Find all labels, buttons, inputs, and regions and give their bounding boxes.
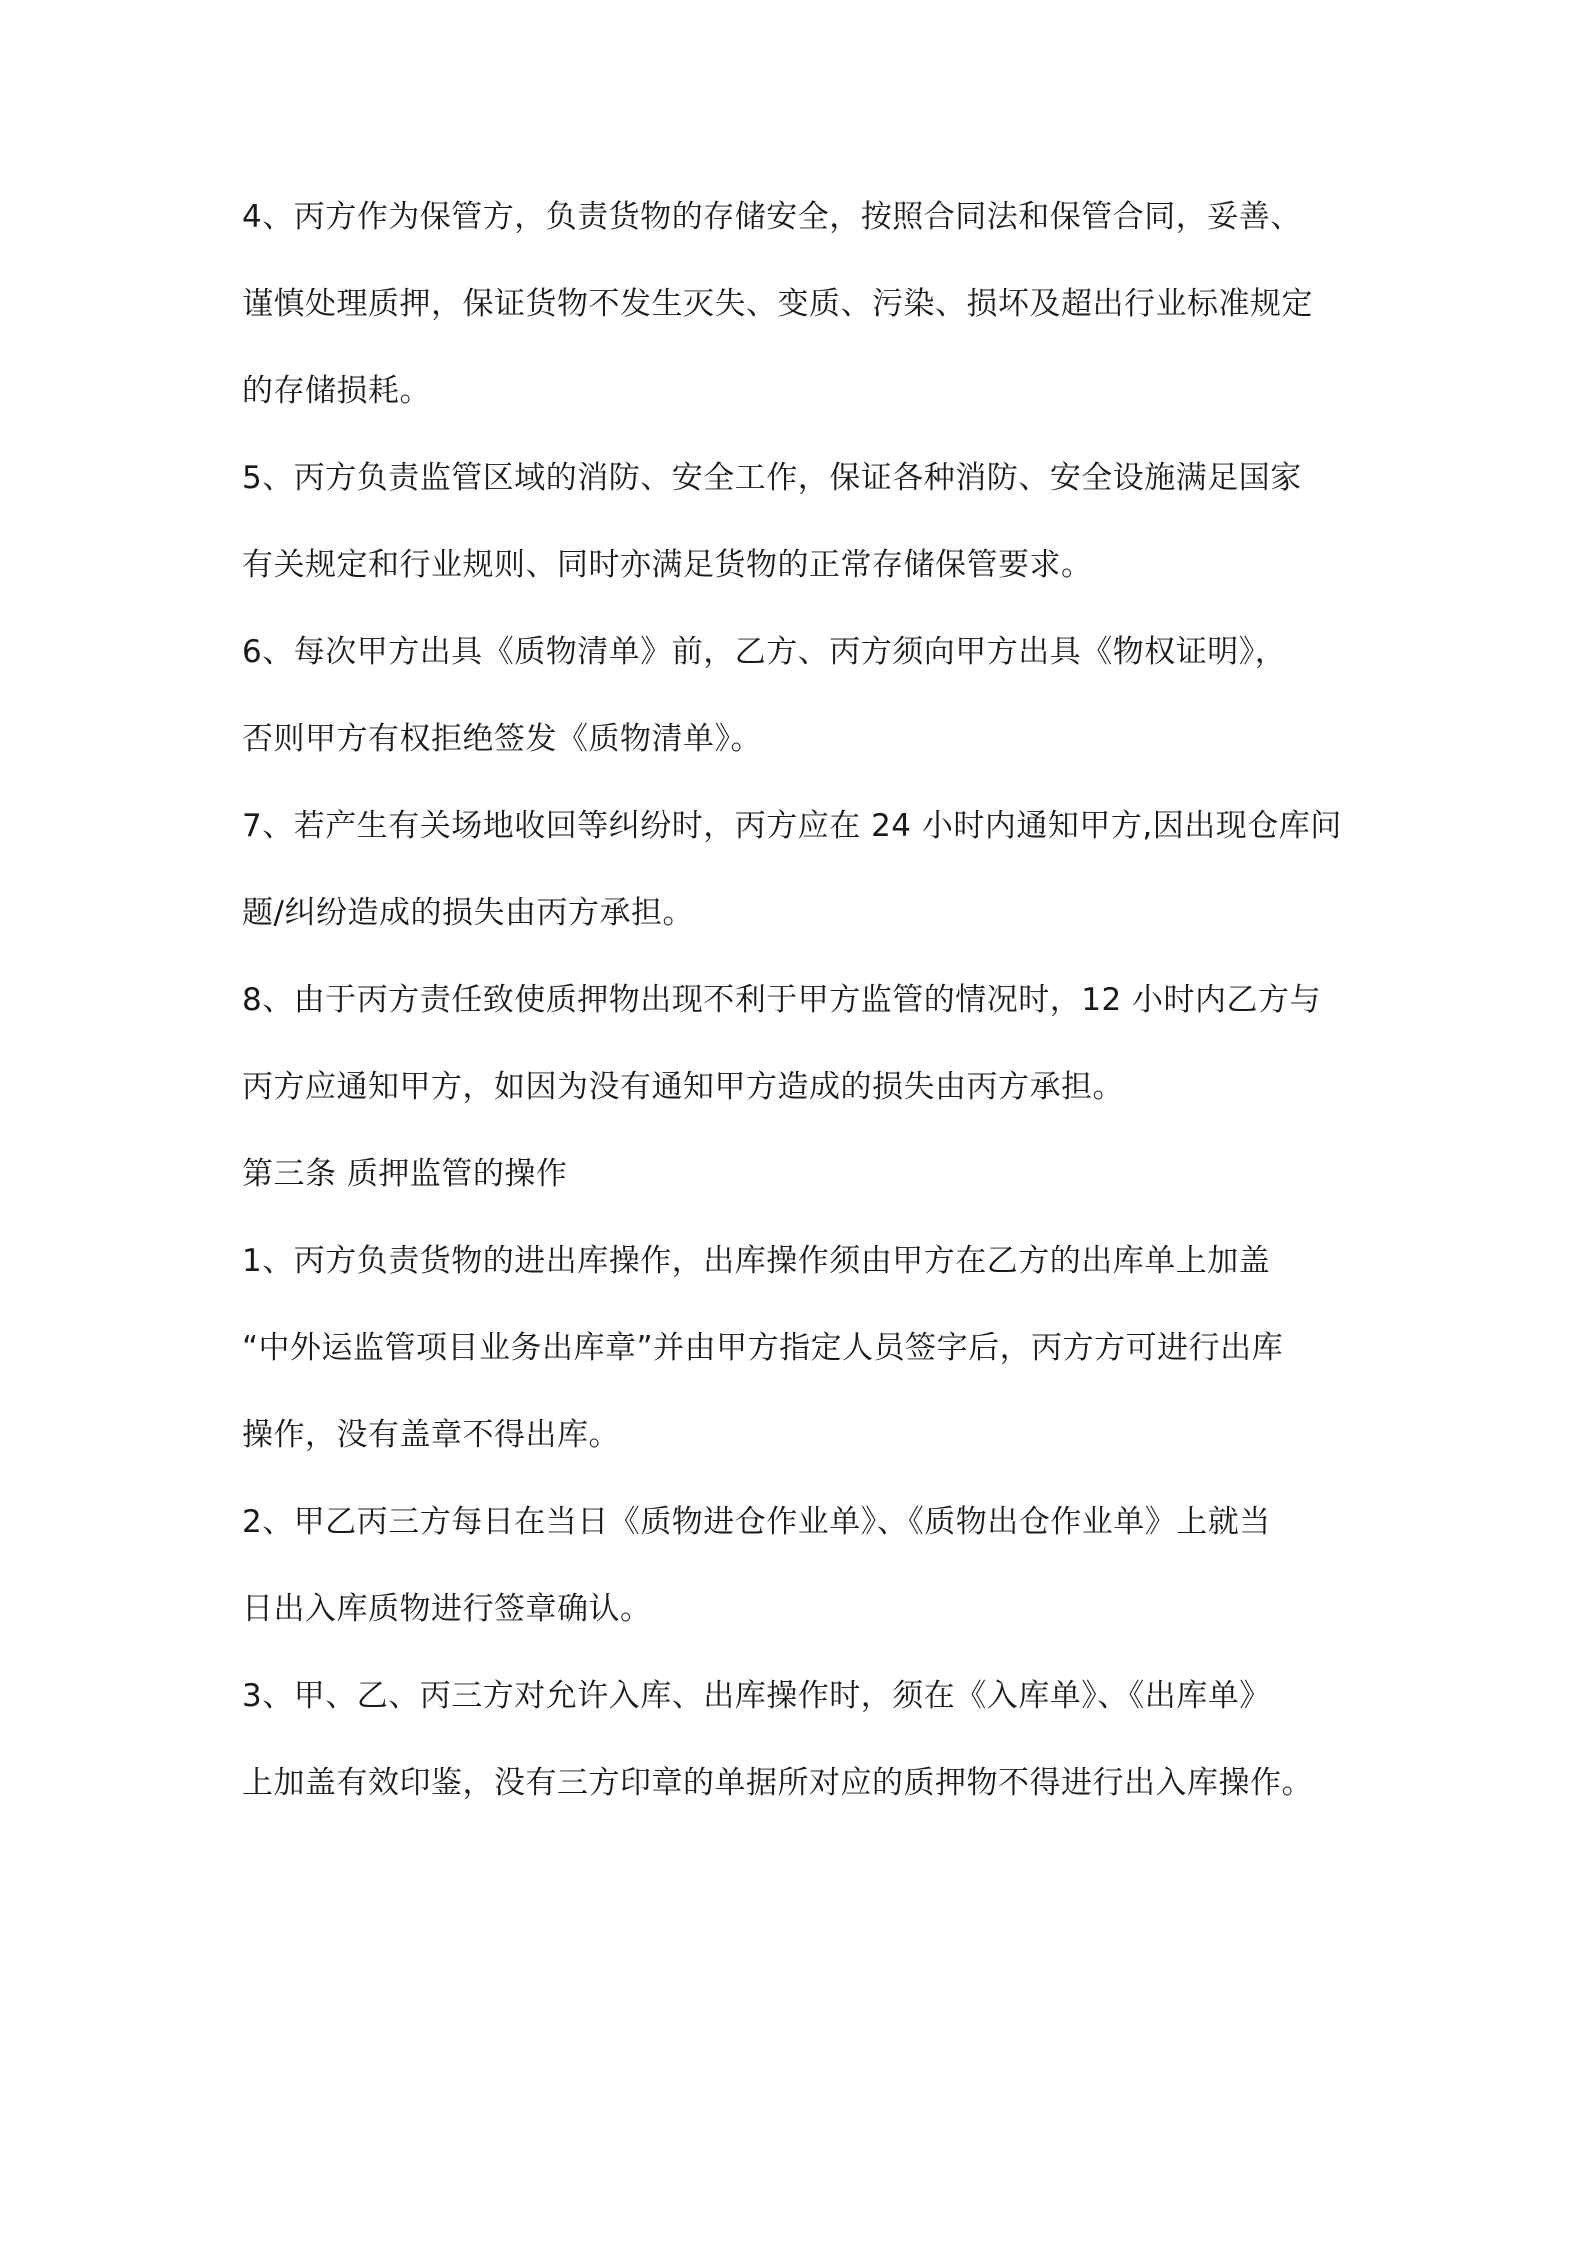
text-line: 6、每次甲方出具《质物清单》前，乙方、丙方须向甲方出具《物权证明》， [242,634,1287,670]
text-line: 上加盖有效印鉴，没有三方印章的单据所对应的质押物不得进行出入库操作。 [242,1765,1313,1801]
text-line: 日出入库质物进行签章确认。 [242,1591,652,1627]
text-line: “中外运监管项目业务出库章”并由甲方指定人员签字后，丙方方可进行出库 [242,1330,1284,1366]
text-line: 7、若产生有关场地收回等纠纷时，丙方应在 24 小时内通知甲方,因出现仓库问 [242,808,1342,844]
text-line: 3、甲、乙、丙三方对允许入库、出库操作时，须在《入库单》、《出库单》 [242,1678,1271,1714]
text-line: 1、丙方负责货物的进出库操作，出库操作须由甲方在乙方的出库单上加盖 [242,1243,1271,1279]
text-line: 2、甲乙丙三方每日在当日《质物进仓作业单》、《质物出仓作业单》上就当 [242,1504,1271,1540]
text-line: 操作，没有盖章不得出库。 [242,1417,620,1453]
text-line: 有关规定和行业规则、同时亦满足货物的正常存储保管要求。 [242,547,1093,583]
text-line: 5、丙方负责监管区域的消防、安全工作，保证各种消防、安全设施满足国家 [242,460,1302,496]
text-line: 题/纠纷造成的损失由丙方承担。 [242,895,694,931]
text-line: 8、由于丙方责任致使质押物出现不利于甲方监管的情况时，12 小时内乙方与 [242,982,1322,1018]
text-line: 丙方应通知甲方，如因为没有通知甲方造成的损失由丙方承担。 [242,1069,1124,1105]
section-heading: 第三条 质押监管的操作 [242,1156,568,1192]
text-line: 的存储损耗。 [242,373,431,409]
text-line: 谨慎处理质押，保证货物不发生灭失、变质、污染、损坏及超出行业标准规定 [242,286,1313,322]
text-line: 否则甲方有权拒绝签发《质物清单》。 [242,721,762,757]
text-line: 4、丙方作为保管方，负责货物的存储安全，按照合同法和保管合同，妥善、 [242,199,1302,235]
